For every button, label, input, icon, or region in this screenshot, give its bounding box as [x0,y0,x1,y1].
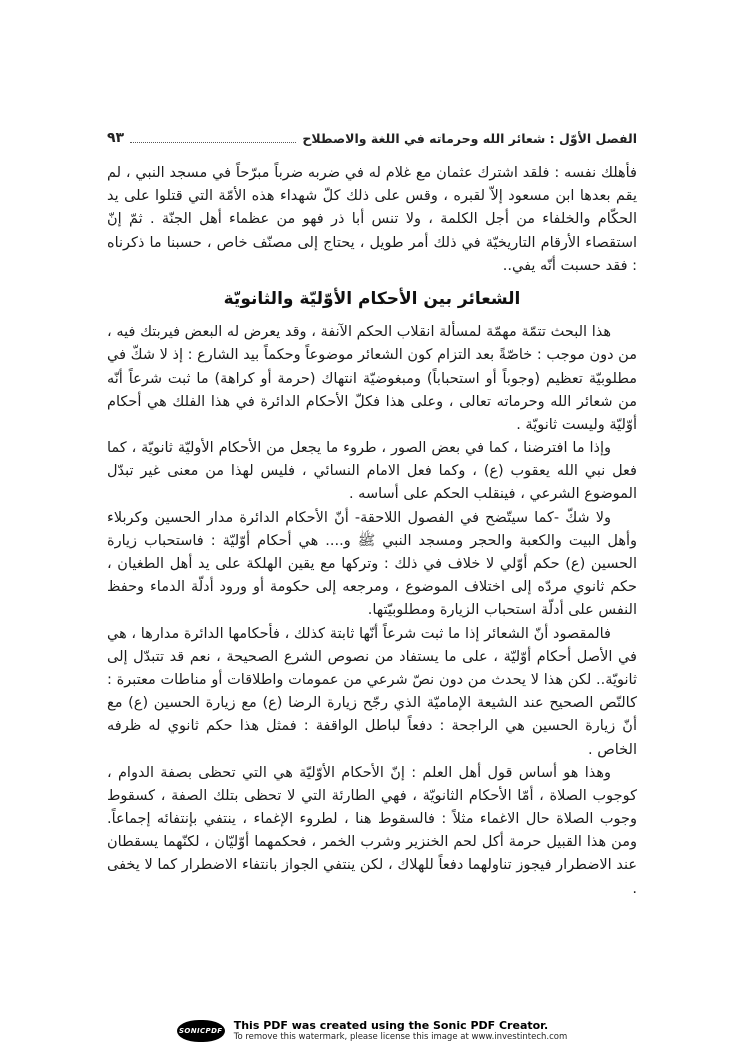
watermark-line2: To remove this watermark, please license this image at www.investintech.com [233,1032,568,1043]
dotted-leader [130,141,296,143]
section-heading: الشعائر بين الأحكام الأوّليّة والثانويّة [223,288,521,309]
watermark-text [234,1019,568,1043]
watermark-footer [0,1019,744,1043]
body-text [107,162,637,901]
body-paragraph: فأهلك نفسه : فلقد اشترك عثمان مع غلام له في ضربه ضرباً مبرّحاً في مسجد النبي ، لم يقم بعدها ابن مسعود إلاّ لقبره ، وقس على ذلك كلّ شهداء هذه الأمّة التي قتلوا على يد الحكّام والخلفاء من أجل الكلمة ، ولا تنس أبا ذر فهو من عظماء أهل الجنّة . ثمّ إنّ استقصاء الأرقام التاريخيّة في ذلك أمر طويل ، يحتاج إلى مصنّف خاص ، حسبنا ما ذكرناه : فقد حسبت أنّه يفي.. [107,165,637,274]
chapter-title: الفصل الأوّل : شعائر الله وحرماته في اللغة والاصطلاح [302,131,637,146]
body-paragraph: وإذا ما افترضنا ، كما في بعض الصور ، طروء ما يجعل من الأحكام الأوليّة ثانويّة ، كما فعل نبي الله يعقوب (ع) ، وكما فعل الامام النسائي ، فليس لهذا من معنى غير تبدّل الموضوع الشرعي ، فينقلب الحكم على أساسه . [107,440,637,503]
body-paragraph: وهذا هو أساس قول أهل العلم : إنّ الأحكام الأوّليّة هي التي تحظى بصفة الدوام ، كوجوب الصلاة ، أمّا الأحكام الثانويّة ، فهي الطارئة التي لا تحظى بتلك الصفة ، كسقوط وجوب الصلاة حال الاغماء مثلاً : فالسقوط هنا ، لطروء الإغماء ، ينتفي بإنتفائه إجماعاً. ومن هذا القبيل حرمة أكل لحم الخنزير وشرب الخمر ، فحكمهما أوّليّان ، لكنّهما يسقطان عند الاضطرار فيجوز تناولهما دفعاً للهلاك ، لكن ينتفي الجواز بانتفاء الاضطرار كما لا يخفى . [107,764,637,897]
page-number: ٩٣ [107,130,125,146]
body-paragraph: هذا البحث تتمّة مهمّة لمسألة انقلاب الحكم الآنفة ، وقد يعرض له البعض فيربتك فيه ، من دون موجب : خاصّةً بعد التزام كون الشعائر موضوعاً وحكماً بيد الشارع : إذ لا شكّ في مطلوبيّة تعظيم (وجوباً أو استحباباً) ومبغوضيّة انتهاك (حرمة أو كراهة) ما ثبت شرعاً أنّه من شعائر الله وحرماته تعالى ، وعلى هذا فكلّ الأحكام الدائرة في هذا الفلك هي أحكام أوّليّة وليست ثانويّة . [107,324,637,433]
watermark-line1: This PDF was created using the Sonic PDF Creator. [233,1018,549,1032]
page-content [107,130,637,901]
running-header [107,130,637,146]
sonicpdf-logo-icon: SONICPDF [177,1020,225,1042]
body-paragraph: ولا شكّ -كما سيتّضح في الفصول اللاحقة- أنّ الأحكام الدائرة مدار الحسين وكربلاء وأهل البيت والكعبة والحجر ومسجد النبي ﷺ و.... هي أحكام أوّليّة : فاستحباب زيارة الحسين (ع) حكم أوّلي لا خلاف في ذلك : وتركها مع يقين الهلكة على يد أهل الطغيان ، حكم ثانوي مردّه إلى اختلاف الموضوع ، ومرجعه إلى حكومة أو ورود أدلّة الدماء وحفظ النفس على أدلّة استحباب الزيارة ومطلوبيّتها. [107,509,637,619]
body-paragraph: فالمقصود أنّ الشعائر إذا ما ثبت شرعاً أنّها ثابتة كذلك ، فأحكامها الدائرة مدارها ، هي في الأصل أحكام أوّليّة ، على ما يستفاد من نصوص الشرع الصحيحة ، نعم قد تتبدّل إلى ثانويّة.. لكن هذا لا يحدث من دون نصّ شرعي من عمومات واطلاقات أو مناطات معتبرة : كالنّص الصحيح عند الشيعة الإماميّة الذي رجّح زيارة الرضا (ع) مع زيارة الحسين (ع) مع أنّ زيارة الحسين هي الراجحة : دفعاً لباطل الواقفة : فمثل هذا حكم ثانوي له ظرفه الخاص . [107,625,637,758]
